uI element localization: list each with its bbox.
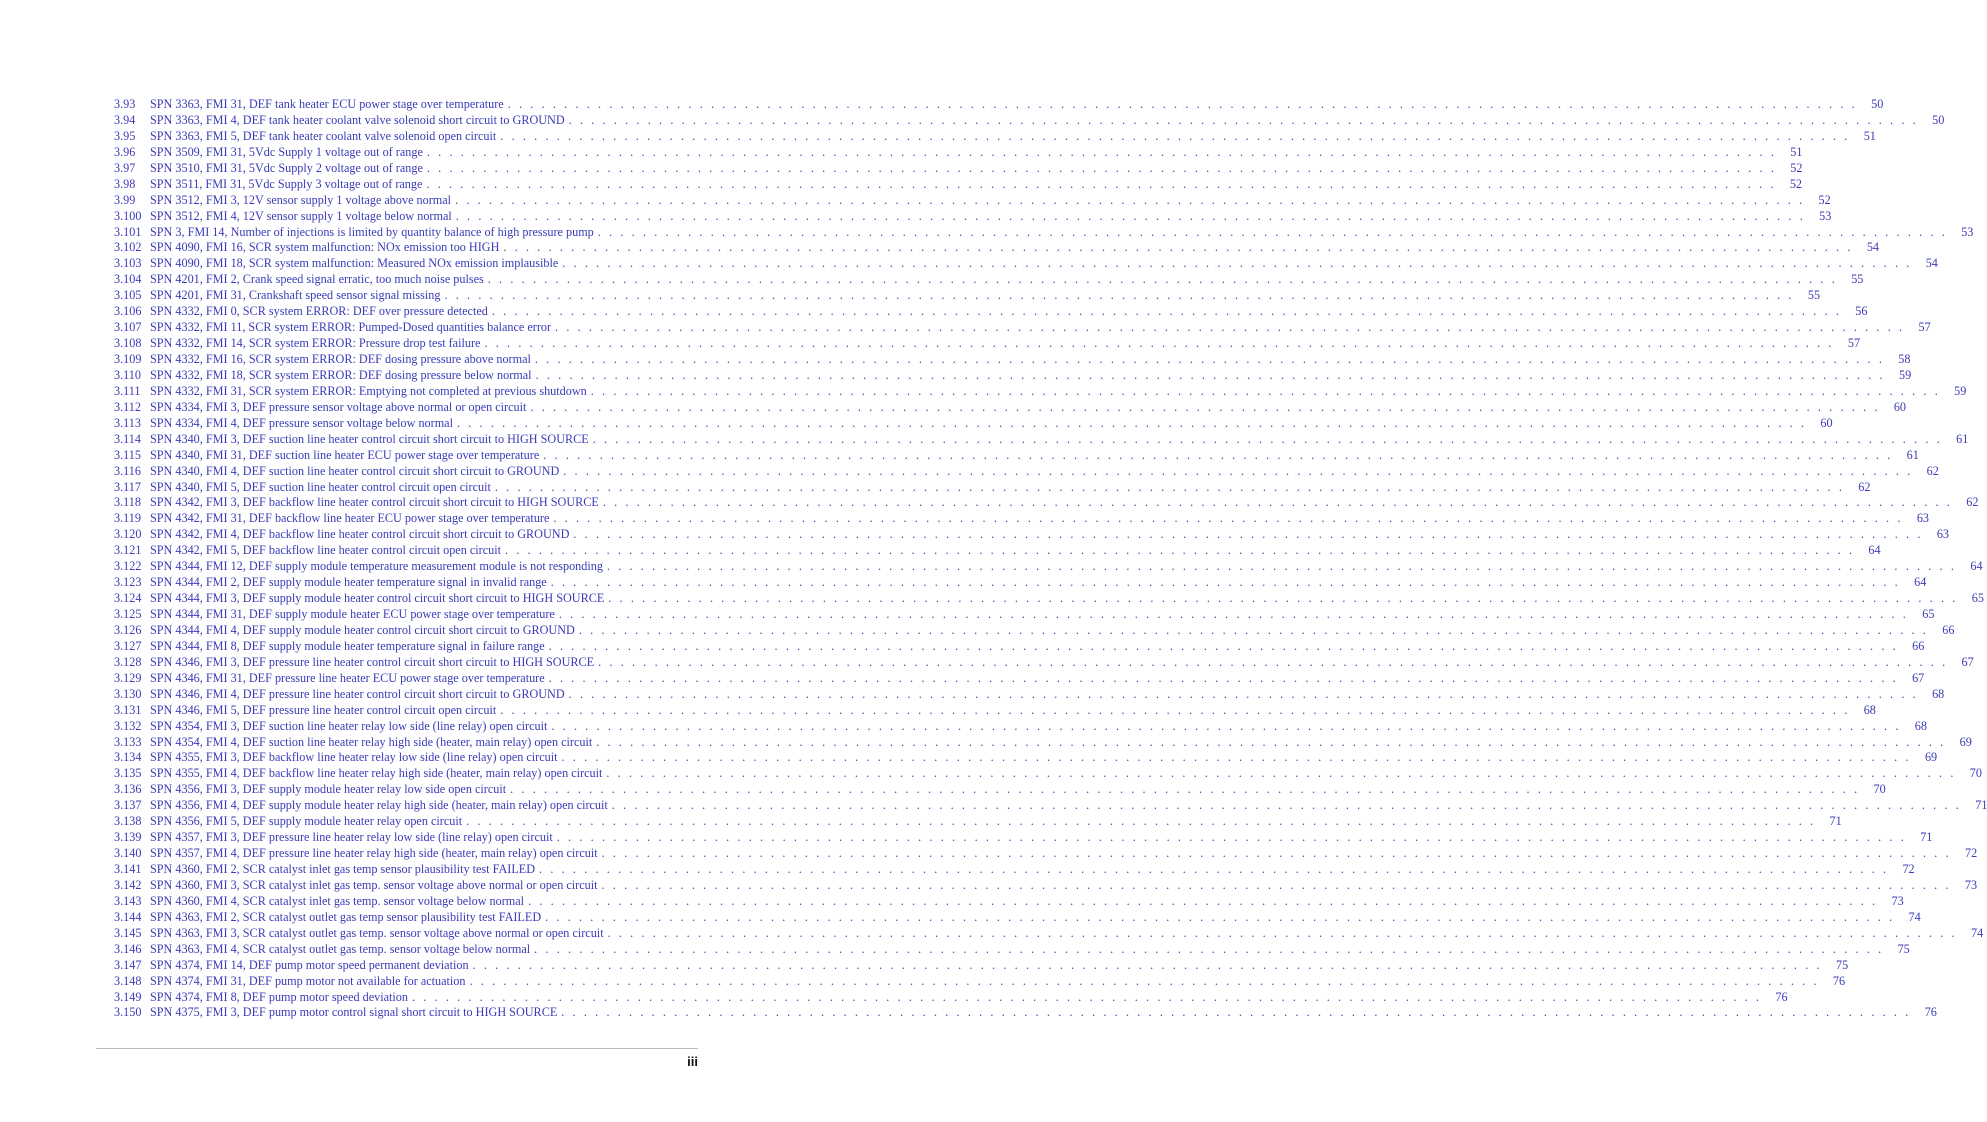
toc-entry-title[interactable]: SPN 4332, FMI 11, SCR system ERROR: Pumped-Dosed quantities balance error (150, 320, 552, 335)
toc-dot-leader: . . . . . . . . . . . . . . . . . . . . . . . . . . . . . . . . . . . . . . . . . . . . . . . . . . . . . . . . . . . . . . . . . . . . . . . . . . . . . . . . . . . . . . . . . . . . . . . . . . . . . . . . . . . . . . . . . . . . . . . . (539, 862, 1889, 876)
toc-entry-page[interactable]: 58 (1898, 352, 1911, 366)
toc-entry-page[interactable]: 72 (1902, 862, 1915, 876)
toc-entry-number: 3.102 (114, 240, 142, 255)
toc-entry[interactable] (114, 750, 1938, 766)
toc-entry-page[interactable]: 70 (1969, 766, 1982, 781)
toc-entry-page[interactable]: 61 (1906, 447, 1919, 462)
toc-entry-number: 3.99 (114, 192, 136, 207)
toc-entry-title[interactable]: SPN 4332, FMI 14, SCR system ERROR: Pressure drop test failure (150, 336, 481, 351)
toc-entry[interactable] (114, 718, 1927, 735)
toc-dot-leader: . . . . . . . . . . . . . . . . . . . . . . . . . . . . . . . . . . . . . . . . . . . . . . . . . . . . . . . . . . . . . . . . . . . . . . . . . . . . . . . . . . . . . . . . . . . . . . . . . . . . . . . . . . . . . . . . . . . . . . . . (602, 495, 1953, 510)
toc-entry[interactable] (114, 734, 1972, 751)
toc-entry[interactable] (114, 1005, 1937, 1021)
toc-entry-page[interactable]: 62 (1858, 479, 1871, 494)
toc-entry-title[interactable]: SPN 4357, FMI 4, DEF pressure line heater relay high side (heater, main relay) open circuit (150, 846, 598, 861)
toc-entry[interactable] (114, 240, 1880, 256)
toc-entry-number: 3.97 (114, 160, 136, 175)
toc-entry-title[interactable]: SPN 4344, FMI 12, DEF supply module temperature measurement module is not responding (150, 559, 603, 574)
toc-entry-page[interactable]: 54 (1925, 256, 1938, 271)
toc-entry-number: 3.139 (114, 830, 142, 845)
toc-entry-number: 3.114 (114, 431, 141, 446)
toc-entry-page[interactable]: 61 (1956, 431, 1969, 446)
toc-entry[interactable] (114, 160, 1803, 177)
toc-dot-leader: . . . . . . . . . . . . . . . . . . . . . . . . . . . . . . . . . . . . . . . . . . . . . . . . . . . . . . . . . . . . . . . . . . . . . . . . . . . . . . . . . . . . . . . . . . . . . . . . . . . . . . . . . . . . . . . . . . . . . . . . (545, 909, 1895, 924)
toc-entry-page[interactable]: 55 (1851, 272, 1864, 287)
toc-dot-leader: . . . . . . . . . . . . . . . . . . . . . . . . . . . . . . . . . . . . . . . . . . . . . . . . . . . . . . . . . . . . . . . . . . . . . . . . . . . . . . . . . . . . . . . . . . . . . . . . . . . . . . . . . . . . . . . . . . . . . . . . (455, 192, 1805, 207)
toc-entry-title[interactable]: SPN 3509, FMI 31, 5Vdc Supply 1 voltage out of range (150, 144, 423, 159)
toc-entry-page[interactable]: 64 (1970, 559, 1983, 574)
toc-dot-leader: . . . . . . . . . . . . . . . . . . . . . . . . . . . . . . . . . . . . . . . . . . . . . . . . . . . . . . . . . . . . . . . . . . . . . . . . . . . . . . . . . . . . . . . . . . . . . . . . . . . . . . . . . . . . . . . . . . . . . . . . (426, 144, 1777, 159)
toc-entry-number: 3.110 (114, 367, 141, 382)
toc-entry-page[interactable]: 68 (1863, 702, 1876, 717)
toc-entry-page[interactable]: 67 (1961, 654, 1974, 669)
toc-entry-page[interactable]: 68 (1914, 718, 1927, 733)
toc-entry[interactable] (114, 415, 1833, 432)
toc-entry-title[interactable]: SPN 4090, FMI 16, SCR system malfunction: NOx emission too HIGH (150, 240, 500, 255)
toc-entry-number: 3.126 (114, 622, 142, 637)
toc-entry-title[interactable]: SPN 4340, FMI 5, DEF suction line heater control circuit open circuit (150, 479, 491, 494)
toc-entry[interactable] (114, 654, 1974, 671)
toc-dot-leader: . . . . . . . . . . . . . . . . . . . . . . . . . . . . . . . . . . . . . . . . . . . . . . . . . . . . . . . . . . . . . . . . . . . . . . . . . . . . . . . . . . . . . . . . . . . . . . . . . . . . . . . . . . . . . . . . . . . . . . . . (500, 702, 1850, 717)
toc-dot-leader: . . . . . . . . . . . . . . . . . . . . . . . . . . . . . . . . . . . . . . . . . . . . . . . . . . . . . . . . . . . . . . . . . . . . . . . . . . . . . . . . . . . . . . . . . . . . . . . . . . . . . . . . . . . . . . . . . . . . . . . . (534, 352, 1885, 366)
toc-entry-page[interactable]: 50 (1871, 97, 1884, 111)
toc-entry[interactable] (114, 383, 1967, 400)
toc-entry-page[interactable]: 72 (1965, 846, 1978, 861)
toc-entry[interactable] (114, 607, 1935, 623)
toc-entry-page[interactable]: 70 (1873, 782, 1886, 797)
toc-entry-number: 3.141 (114, 862, 142, 876)
toc-entry-number: 3.137 (114, 798, 142, 813)
toc-entry[interactable] (114, 846, 1978, 862)
toc-dot-leader: . . . . . . . . . . . . . . . . . . . . . . . . . . . . . . . . . . . . . . . . . . . . . . . . . . . . . . . . . . . . . . . . . . . . . . . . . . . . . . . . . . . . . . . . . . . . . . . . . . . . . . . . . . . . . . . . . . . . . . . . (578, 622, 1929, 637)
toc-entry[interactable] (114, 144, 1803, 161)
toc-entry-title[interactable]: SPN 4346, FMI 3, DEF pressure line heater control circuit short circuit to HIGH SOURCE (150, 654, 595, 669)
toc-entry-number: 3.142 (114, 877, 142, 892)
toc-entry-page[interactable]: 68 (1932, 686, 1945, 701)
toc-dot-leader: . . . . . . . . . . . . . . . . . . . . . . . . . . . . . . . . . . . . . . . . . . . . . . . . . . . . . . . . . . . . . . . . . . . . . . . . . . . . . . . . . . . . . . . . . . . . . . . . . . . . . . . . . . . . . . . . . . . . . . . . (503, 240, 1854, 255)
toc-entry-number: 3.131 (114, 702, 142, 717)
toc-entry-title[interactable]: SPN 4375, FMI 3, DEF pump motor control signal short circuit to HIGH SOURCE (150, 1005, 558, 1020)
toc-entry-page[interactable]: 76 (1832, 973, 1846, 988)
footer-divider (96, 1048, 698, 1049)
toc-entry-number: 3.111 (114, 383, 141, 398)
toc-entry-title[interactable]: SPN 3511, FMI 31, 5Vdc Supply 3 voltage out of range (150, 176, 423, 191)
toc-entry-number: 3.128 (114, 654, 142, 669)
toc-entry-page[interactable]: 71 (1920, 830, 1933, 845)
toc-entry-title[interactable]: SPN 4346, FMI 5, DEF pressure line heater control circuit open circuit (150, 702, 497, 717)
toc-entry-page[interactable]: 64 (1914, 575, 1927, 590)
toc-entry-title[interactable]: SPN 4201, FMI 2, Crank speed signal erratic, too much noise pulses (150, 272, 484, 287)
toc-dot-leader: . . . . . . . . . . . . . . . . . . . . . . . . . . . . . . . . . . . . . . . . . . . . . . . . . . . . . . . . . . . . . . . . . . . . . . . . . . . . . . . . . . . . . . . . . . . . . . . . . . . . . . . . . . . . . . . . . . . . . . . . (528, 893, 1878, 908)
toc-dot-leader: . . . . . . . . . . . . . . . . . . . . . . . . . . . . . . . . . . . . . . . . . . . . . . . . . . . . . . . . . . . . . . . . . . . . . . . . . . . . . . . . . . . . . . . . . . . . . . . . . . . . . . . . . . . . . . . . . . . . . . . . (469, 973, 1820, 988)
toc-entry[interactable] (114, 909, 1921, 926)
toc-entry-number: 3.103 (114, 256, 142, 271)
toc-entry-title[interactable]: SPN 4332, FMI 0, SCR system ERROR: DEF over pressure detected (150, 304, 488, 319)
toc-entry-title[interactable]: SPN 4332, FMI 16, SCR system ERROR: DEF dosing pressure above normal (150, 352, 531, 366)
toc-entry-page[interactable]: 52 (1789, 176, 1803, 191)
toc-entry-title[interactable]: SPN 4356, FMI 3, DEF supply module heater relay low side open circuit (150, 782, 507, 797)
toc-entry[interactable] (114, 367, 1912, 384)
toc-dot-leader: . . . . . . . . . . . . . . . . . . . . . . . . . . . . . . . . . . . . . . . . . . . . . . . . . . . . . . . . . . . . . . . . . . . . . . . . . . . . . . . . . . . . . . . . . . . . . . . . . . . . . . . . . . . . . . . . . . . . . . . . (558, 607, 1909, 621)
toc-entry[interactable] (114, 925, 1984, 942)
toc-entry-page[interactable]: 59 (1954, 383, 1967, 398)
toc-entry-page[interactable]: 71 (1829, 814, 1842, 829)
toc-entry-page[interactable]: 52 (1818, 192, 1831, 207)
toc-dot-leader: . . . . . . . . . . . . . . . . . . . . . . . . . . . . . . . . . . . . . . . . . . . . . . . . . . . . . . . . . . . . . . . . . . . . . . . . . . . . . . . . . . . . . . . . . . . . . . . . . . . . . . . . . . . . . . . . . . . . . . . . (426, 160, 1777, 175)
toc-dot-leader: . . . . . . . . . . . . . . . . . . . . . . . . . . . . . . . . . . . . . . . . . . . . . . . . . . . . . . . . . . . . . . . . . . . . . . . . . . . . . . . . . . . . . . . . . . . . . . . . . . . . . . . . . . . . . . . . . . . . . . . . (568, 686, 1919, 701)
toc-dot-leader: . . . . . . . . . . . . . . . . . . . . . . . . . . . . . . . . . . . . . . . . . . . . . . . . . . . . . . . . . . . . . . . . . . . . . . . . . . . . . . . . . . . . . . . . . . . . . . . . . . . . . . . . . . . . . . . . . . . . . . . . (487, 272, 1838, 287)
toc-entry[interactable] (114, 622, 1955, 639)
toc-entry[interactable] (114, 766, 1982, 782)
toc-entry-number: 3.150 (114, 1005, 142, 1020)
toc-entry-number: 3.105 (114, 288, 142, 303)
toc-entry-number: 3.93 (114, 97, 136, 111)
toc-entry-number: 3.117 (114, 479, 141, 494)
toc-dot-leader: . . . . . . . . . . . . . . . . . . . . . . . . . . . . . . . . . . . . . . . . . . . . . . . . . . . . . . . . . . . . . . . . . . . . . . . . . . . . . . . . . . . . . . . . . . . . . . . . . . . . . . . . . . . . . . . . . . . . . . . . (507, 97, 1858, 111)
toc-dot-leader: . . . . . . . . . . . . . . . . . . . . . . . . . . . . . . . . . . . . . . . . . . . . . . . . . . . . . . . . . . . . . . . . . . . . . . . . . . . . . . . . . . . . . . . . . . . . . . . . . . . . . . . . . . . . . . . . . . . . . . . . (563, 463, 1913, 478)
toc-entry-page[interactable]: 69 (1924, 750, 1938, 765)
toc-entry-page[interactable]: 76 (1775, 989, 1788, 1004)
toc-entry[interactable] (114, 447, 1919, 464)
toc-entry[interactable] (114, 559, 1983, 575)
page-number: iii (687, 1054, 698, 1069)
toc-entry[interactable] (114, 128, 1876, 145)
toc-entry-title[interactable]: SPN 4340, FMI 3, DEF suction line heater control circuit short circuit to HIGH SOURCE (150, 431, 589, 446)
toc-entry-title[interactable]: SPN 4354, FMI 4, DEF suction line heater relay high side (heater, main relay) open circuit (150, 734, 593, 749)
toc-entry[interactable] (114, 686, 1945, 703)
toc-entry-number: 3.116 (114, 463, 141, 478)
toc-entry[interactable] (114, 638, 1925, 655)
toc-dot-leader: . . . . . . . . . . . . . . . . . . . . . . . . . . . . . . . . . . . . . . . . . . . . . . . . . . . . . . . . . . . . . . . . . . . . . . . . . . . . . . . . . . . . . . . . . . . . . . . . . . . . . . . . . . . . . . . . . . . . . . . . (601, 846, 1952, 861)
toc-entry-title[interactable]: SPN 4346, FMI 4, DEF pressure line heater control circuit short circuit to GROUND (150, 686, 565, 701)
toc-entry[interactable] (114, 463, 1939, 480)
toc-entry-title[interactable]: SPN 4360, FMI 2, SCR catalyst inlet gas temp sensor plausibility test FAILED (150, 862, 536, 876)
toc-entry[interactable] (114, 941, 1910, 958)
toc-entry[interactable] (114, 575, 1927, 591)
toc-entry-number: 3.118 (114, 495, 141, 510)
toc-dot-leader: . . . . . . . . . . . . . . . . . . . . . . . . . . . . . . . . . . . . . . . . . . . . . . . . . . . . . . . . . . . . . . . . . . . . . . . . . . . . . . . . . . . . . . . . . . . . . . . . . . . . . . . . . . . . . . . . . . . . . . . . (548, 638, 1899, 653)
toc-entry-page[interactable]: 53 (1961, 224, 1974, 239)
toc-entry-number: 3.135 (114, 766, 142, 781)
toc-entry-page[interactable]: 51 (1790, 144, 1803, 159)
toc-entry-number: 3.106 (114, 304, 142, 319)
toc-entry-page[interactable]: 65 (1922, 607, 1935, 621)
toc-entry-title[interactable]: SPN 3363, FMI 4, DEF tank heater coolant valve solenoid short circuit to GROUND (150, 112, 565, 127)
toc-entry-title[interactable]: SPN 4334, FMI 3, DEF pressure sensor voltage above normal or open circuit (150, 399, 527, 414)
toc-entry-page[interactable]: 57 (1918, 320, 1931, 335)
toc-entry-page[interactable]: 55 (1807, 288, 1821, 303)
toc-entry-number: 3.119 (114, 511, 141, 526)
toc-entry-title[interactable]: SPN 4090, FMI 18, SCR system malfunction: Measured NOx emission implausible (150, 256, 559, 271)
toc-entry-page[interactable]: 52 (1790, 160, 1803, 175)
toc-entry[interactable] (114, 989, 1788, 1006)
toc-entry-title[interactable]: SPN 4374, FMI 14, DEF pump motor speed permanent deviation (150, 957, 469, 972)
toc-entry-page[interactable]: 63 (1916, 511, 1929, 526)
toc-entry[interactable] (114, 814, 1842, 830)
toc-dot-leader: . . . . . . . . . . . . . . . . . . . . . . . . . . . . . . . . . . . . . . . . . . . . . . . . . . . . . . . . . . . . . . . . . . . . . . . . . . . . . . . . . . . . . . . . . . . . . . . . . . . . . . . . . . . . . . . . . . . . . . . . (601, 877, 1952, 892)
toc-entry-page[interactable]: 51 (1863, 128, 1876, 143)
toc-entry-title[interactable]: SPN 4357, FMI 3, DEF pressure line heater relay low side (line relay) open circuit (150, 830, 553, 845)
toc-entry-title[interactable]: SPN 4332, FMI 18, SCR system ERROR: DEF dosing pressure below normal (150, 367, 532, 382)
toc-entry-number: 3.107 (114, 320, 142, 335)
toc-entry-title[interactable]: SPN 4374, FMI 31, DEF pump motor not available for actuation (150, 973, 466, 988)
toc-entry[interactable] (114, 973, 1846, 990)
toc-entry-page[interactable]: 50 (1932, 112, 1945, 127)
toc-entry-page[interactable]: 59 (1898, 367, 1912, 382)
toc-entry-number: 3.148 (114, 973, 142, 988)
toc-entry-number: 3.127 (114, 638, 142, 653)
toc-dot-leader: . . . . . . . . . . . . . . . . . . . . . . . . . . . . . . . . . . . . . . . . . . . . . . . . . . . . . . . . . . . . . . . . . . . . . . . . . . . . . . . . . . . . . . . . . . . . . . . . . . . . . . . . . . . . . . . . . . . . . . . . (556, 830, 1907, 845)
toc-dot-leader: . . . . . . . . . . . . . . . . . . . . . . . . . . . . . . . . . . . . . . . . . . . . . . . . . . . . . . . . . . . . . . . . . . . . . . . . . . . . . . . . . . . . . . . . . . . . . . . . . . . . . . . . . . . . . . . . . . . . . . . . (573, 527, 1923, 542)
toc-entry-page[interactable]: 62 (1966, 495, 1979, 510)
toc-entry-number: 3.94 (114, 112, 136, 127)
toc-entry-number: 3.125 (114, 607, 142, 621)
toc-entry-title[interactable]: SPN 4342, FMI 31, DEF backflow line heater ECU power stage over temperature (150, 511, 550, 526)
toc-entry[interactable] (114, 431, 1969, 448)
toc-dot-leader: . . . . . . . . . . . . . . . . . . . . . . . . . . . . . . . . . . . . . . . . . . . . . . . . . . . . . . . . . . . . . . . . . . . . . . . . . . . . . . . . . . . . . . . . . . . . . . . . . . . . . . . . . . . . . . . . . . . . . . . . (597, 224, 1948, 239)
toc-entry-title[interactable]: SPN 3512, FMI 4, 12V sensor supply 1 voltage below normal (150, 208, 452, 223)
toc-entry-title[interactable]: SPN 4344, FMI 2, DEF supply module heater temperature signal in invalid range (150, 575, 547, 590)
toc-entry-number: 3.136 (114, 782, 142, 797)
toc-dot-leader: . . . . . . . . . . . . . . . . . . . . . . . . . . . . . . . . . . . . . . . . . . . . . . . . . . . . . . . . . . . . . . . . . . . . . . . . . . . . . . . . . . . . . . . . . . . . . . . . . . . . . . . . . . . . . . . . . . . . . . . . (534, 941, 1884, 956)
toc-entry-page[interactable]: 71 (1975, 798, 1987, 813)
toc-entry[interactable] (114, 495, 1979, 511)
toc-entry-number: 3.95 (114, 128, 136, 143)
toc-entry-title[interactable]: SPN 4346, FMI 31, DEF pressure line heater ECU power stage over temperature (150, 670, 545, 685)
toc-dot-leader: . . . . . . . . . . . . . . . . . . . . . . . . . . . . . . . . . . . . . . . . . . . . . . . . . . . . . . . . . . . . . . . . . . . . . . . . . . . . . . . . . . . . . . . . . . . . . . . . . . . . . . . . . . . . . . . . . . . . . . . . (598, 654, 1948, 669)
toc-dot-leader: . . . . . . . . . . . . . . . . . . . . . . . . . . . . . . . . . . . . . . . . . . . . . . . . . . . . . . . . . . . . . . . . . . . . . . . . . . . . . . . . . . . . . . . . . . . . . . . . . . . . . . . . . . . . . . . . . . . . . . . . (426, 176, 1777, 191)
toc-entry-title[interactable]: SPN 4342, FMI 3, DEF backflow line heater control circuit short circuit to HIGH SOURCE (150, 495, 599, 510)
toc-entry-page[interactable]: 60 (1893, 399, 1907, 414)
toc-dot-leader: . . . . . . . . . . . . . . . . . . . . . . . . . . . . . . . . . . . . . . . . . . . . . . . . . . . . . . . . . . . . . . . . . . . . . . . . . . . . . . . . . . . . . . . . . . . . . . . . . . . . . . . . . . . . . . . . . . . . . . . . (505, 543, 1855, 558)
toc-entry-number: 3.146 (114, 941, 142, 956)
toc-dot-leader: . . . . . . . . . . . . . . . . . . . . . . . . . . . . . . . . . . . . . . . . . . . . . . . . . . . . . . . . . . . . . . . . . . . . . . . . . . . . . . . . . . . . . . . . . . . . . . . . . . . . . . . . . . . . . . . . . . . . . . . . (543, 447, 1893, 462)
toc-dot-leader: . . . . . . . . . . . . . . . . . . . . . . . . . . . . . . . . . . . . . . . . . . . . . . . . . . . . . . . . . . . . . . . . . . . . . . . . . . . . . . . . . . . . . . . . . . . . . . . . . . . . . . . . . . . . . . . . . . . . . . . . (562, 256, 1912, 271)
toc-entry[interactable] (114, 862, 1915, 878)
toc-entry[interactable] (114, 893, 1904, 910)
toc-dot-leader: . . . . . . . . . . . . . . . . . . . . . . . . . . . . . . . . . . . . . . . . . . . . . . . . . . . . . . . . . . . . . . . . . . . . . . . . . . . . . . . . . . . . . . . . . . . . . . . . . . . . . . . . . . . . . . . . . . . . . . . . (455, 208, 1806, 223)
toc-entry-number: 3.108 (114, 336, 142, 351)
toc-dot-leader: . . . . . . . . . . . . . . . . . . . . . . . . . . . . . . . . . . . . . . . . . . . . . . . . . . . . . . . . . . . . . . . . . . . . . . . . . . . . . . . . . . . . . . . . . . . . . . . . . . . . . . . . . . . . . . . . . . . . . . . . (494, 479, 1845, 494)
toc-entry-title[interactable]: SPN 4360, FMI 4, SCR catalyst inlet gas temp. sensor voltage below normal (150, 893, 525, 908)
toc-dot-leader: . . . . . . . . . . . . . . . . . . . . . . . . . . . . . . . . . . . . . . . . . . . . . . . . . . . . . . . . . . . . . . . . . . . . . . . . . . . . . . . . . . . . . . . . . . . . . . . . . . . . . . . . . . . . . . . . . . . . . . . . (535, 367, 1886, 382)
toc-entry[interactable] (114, 320, 1931, 336)
toc-dot-leader: . . . . . . . . . . . . . . . . . . . . . . . . . . . . . . . . . . . . . . . . . . . . . . . . . . . . . . . . . . . . . . . . . . . . . . . . . . . . . . . . . . . . . . . . . . . . . . . . . . . . . . . . . . . . . . . . . . . . . . . . (606, 766, 1956, 781)
toc-entry-number: 3.121 (114, 543, 142, 558)
toc-entry-number: 3.101 (114, 224, 142, 239)
toc-dot-leader: . . . . . . . . . . . . . . . . . . . . . . . . . . . . . . . . . . . . . . . . . . . . . . . . . . . . . . . . . . . . . . . . . . . . . . . . . . . . . . . . . . . . . . . . . . . . . . . . . . . . . . . . . . . . . . . . . . . . . . . . (548, 670, 1899, 685)
toc-entry-number: 3.122 (114, 559, 142, 574)
toc-entry-page[interactable]: 56 (1855, 304, 1868, 319)
toc-entry-number: 3.115 (114, 447, 141, 462)
toc-entry-page[interactable]: 64 (1868, 543, 1881, 558)
toc-entry-number: 3.130 (114, 686, 142, 701)
toc-entry-number: 3.109 (114, 352, 142, 366)
toc-entry-title[interactable]: SPN 4332, FMI 31, SCR system ERROR: Emptying not completed at previous shutdown (150, 383, 587, 398)
toc-entry-page[interactable]: 65 (1971, 591, 1984, 606)
toc-entry-page[interactable]: 76 (1924, 1005, 1937, 1020)
toc-dot-leader: . . . . . . . . . . . . . . . . . . . . . . . . . . . . . . . . . . . . . . . . . . . . . . . . . . . . . . . . . . . . . . . . . . . . . . . . . . . . . . . . . . . . . . . . . . . . . . . . . . . . . . . . . . . . . . . . . . . . . . . . (607, 925, 1958, 940)
toc-entry-number: 3.124 (114, 591, 142, 606)
toc-dot-leader: . . . . . . . . . . . . . . . . . . . . . . . . . . . . . . . . . . . . . . . . . . . . . . . . . . . . . . . . . . . . . . . . . . . . . . . . . . . . . . . . . . . . . . . . . . . . . . . . . . . . . . . . . . . . . . . . . . . . . . . . (550, 575, 1901, 590)
toc-dot-leader: . . . . . . . . . . . . . . . . . . . . . . . . . . . . . . . . . . . . . . . . . . . . . . . . . . . . . . . . . . . . . . . . . . . . . . . . . . . . . . . . . . . . . . . . . . . . . . . . . . . . . . . . . . . . . . . . . . . . . . . . (596, 734, 1946, 749)
toc-entry-page[interactable]: 69 (1959, 734, 1972, 749)
toc-dot-leader: . . . . . . . . . . . . . . . . . . . . . . . . . . . . . . . . . . . . . . . . . . . . . . . . . . . . . . . . . . . . . . . . . . . . . . . . . . . . . . . . . . . . . . . . . . . . . . . . . . . . . . . . . . . . . . . . . . . . . . . . (568, 112, 1919, 127)
toc-entry-number: 3.133 (114, 734, 142, 749)
toc-entry[interactable] (114, 798, 1987, 814)
toc-entry-title[interactable]: SPN 4363, FMI 3, SCR catalyst outlet gas temp. sensor voltage above normal or open circuit (150, 925, 604, 940)
toc-dot-leader: . . . . . . . . . . . . . . . . . . . . . . . . . . . . . . . . . . . . . . . . . . . . . . . . . . . . . . . . . . . . . . . . . . . . . . . . . . . . . . . . . . . . . . . . . . . . . . . . . . . . . . . . . . . . . . . . . . . . . . . . (510, 782, 1860, 797)
toc-entry[interactable] (114, 670, 1925, 687)
toc-entry-number: 3.138 (114, 814, 142, 829)
toc-entry-page[interactable]: 73 (1964, 877, 1978, 892)
toc-dot-leader: . . . . . . . . . . . . . . . . . . . . . . . . . . . . . . . . . . . . . . . . . . . . . . . . . . . . . . . . . . . . . . . . . . . . . . . . . . . . . . . . . . . . . . . . . . . . . . . . . . . . . . . . . . . . . . . . . . . . . . . . (466, 814, 1816, 829)
toc-entry-number: 3.143 (114, 893, 142, 908)
toc-entry-title[interactable]: SPN 4355, FMI 4, DEF backflow line heater relay high side (heater, main relay) open circuit (150, 766, 603, 781)
toc-entry-title[interactable]: SPN 4344, FMI 3, DEF supply module heater control circuit short circuit to HIGH SOURCE (150, 591, 605, 606)
toc-dot-leader: . . . . . . . . . . . . . . . . . . . . . . . . . . . . . . . . . . . . . . . . . . . . . . . . . . . . . . . . . . . . . . . . . . . . . . . . . . . . . . . . . . . . . . . . . . . . . . . . . . . . . . . . . . . . . . . . . . . . . . . . (530, 399, 1881, 414)
toc-entry-page[interactable]: 66 (1942, 622, 1955, 637)
toc-entry[interactable] (114, 192, 1831, 209)
toc-entry-title[interactable]: SPN 4354, FMI 3, DEF suction line heater relay low side (line relay) open circuit (150, 718, 548, 733)
toc-entry[interactable] (114, 957, 1849, 974)
toc-entry-title[interactable]: SPN 4360, FMI 3, SCR catalyst inlet gas temp. sensor voltage above normal or open circuit (150, 877, 598, 892)
toc-entry-number: 3.113 (114, 415, 141, 430)
toc-entry-page[interactable]: 62 (1926, 463, 1939, 478)
toc-entry-title[interactable]: SPN 4344, FMI 8, DEF supply module heater temperature signal in failure range (150, 638, 545, 653)
toc-entry-title[interactable]: SPN 4344, FMI 4, DEF supply module heater control circuit short circuit to GROUND (150, 622, 575, 637)
toc-dot-leader: . . . . . . . . . . . . . . . . . . . . . . . . . . . . . . . . . . . . . . . . . . . . . . . . . . . . . . . . . . . . . . . . . . . . . . . . . . . . . . . . . . . . . . . . . . . . . . . . . . . . . . . . . . . . . . . . . . . . . . . . (491, 304, 1842, 319)
toc-dot-leader: . . . . . . . . . . . . . . . . . . . . . . . . . . . . . . . . . . . . . . . . . . . . . . . . . . . . . . . . . . . . . . . . . . . . . . . . . . . . . . . . . . . . . . . . . . . . . . . . . . . . . . . . . . . . . . . . . . . . . . . . (590, 383, 1941, 398)
toc-entry[interactable] (114, 97, 1884, 113)
toc-entry-number: 3.112 (114, 399, 141, 414)
toc-entry-page[interactable]: 66 (1912, 638, 1925, 653)
toc-entry-number: 3.144 (114, 909, 142, 924)
toc-entry-page[interactable]: 63 (1936, 527, 1949, 542)
toc-entry-number: 3.120 (114, 527, 142, 542)
toc-entry[interactable] (114, 527, 1949, 543)
toc-entry[interactable] (114, 877, 1978, 894)
toc-entry-title[interactable]: SPN 4356, FMI 4, DEF supply module heater relay high side (heater, main relay) open circuit (150, 798, 608, 813)
toc-entry-page[interactable]: 74 (1908, 909, 1921, 924)
toc-entry-number: 3.100 (114, 208, 142, 223)
toc-entry-page[interactable]: 54 (1866, 240, 1880, 255)
toc-dot-leader: . . . . . . . . . . . . . . . . . . . . . . . . . . . . . . . . . . . . . . . . . . . . . . . . . . . . . . . . . . . . . . . . . . . . . . . . . . . . . . . . . . . . . . . . . . . . . . . . . . . . . . . . . . . . . . . . . . . . . . . . (551, 718, 1901, 733)
toc-dot-leader: . . . . . . . . . . . . . . . . . . . . . . . . . . . . . . . . . . . . . . . . . . . . . . . . . . . . . . . . . . . . . . . . . . . . . . . . . . . . . . . . . . . . . . . . . . . . . . . . . . . . . . . . . . . . . . . . . . . . . . . . (484, 336, 1835, 351)
toc-entry-number: 3.140 (114, 846, 142, 861)
toc-entry[interactable] (114, 352, 1911, 368)
toc-entry[interactable] (114, 591, 1984, 607)
toc-entry-number: 3.123 (114, 575, 142, 590)
toc-entry-number: 3.134 (114, 750, 142, 765)
table-of-contents (114, 97, 1987, 1021)
toc-entry-number: 3.147 (114, 957, 142, 972)
toc-entry[interactable] (114, 399, 1907, 416)
toc-dot-leader: . . . . . . . . . . . . . . . . . . . . . . . . . . . . . . . . . . . . . . . . . . . . . . . . . . . . . . . . . . . . . . . . . . . . . . . . . . . . . . . . . . . . . . . . . . . . . . . . . . . . . . . . . . . . . . . . . . . . . . . . (411, 989, 1762, 1004)
toc-dot-leader: . . . . . . . . . . . . . . . . . . . . . . . . . . . . . . . . . . . . . . . . . . . . . . . . . . . . . . . . . . . . . . . . . . . . . . . . . . . . . . . . . . . . . . . . . . . . . . . . . . . . . . . . . . . . . . . . . . . . . . . . (444, 288, 1795, 303)
toc-entry[interactable] (114, 272, 1864, 288)
toc-entry-number: 3.129 (114, 670, 142, 685)
toc-entry-page[interactable]: 53 (1819, 208, 1832, 223)
toc-entry-title[interactable]: SPN 3, FMI 14, Number of injections is limited by quantity balance of high pressure pump (150, 224, 594, 239)
toc-entry-title[interactable]: SPN 4334, FMI 4, DEF pressure sensor voltage below normal (150, 415, 453, 430)
toc-entry[interactable] (114, 702, 1876, 719)
toc-entry[interactable] (114, 782, 1886, 798)
toc-entry[interactable] (114, 176, 1803, 193)
toc-entry-page[interactable]: 57 (1847, 336, 1861, 351)
toc-entry[interactable] (114, 336, 1861, 352)
toc-entry-title[interactable]: SPN 3363, FMI 5, DEF tank heater coolant valve solenoid open circuit (150, 128, 497, 143)
toc-entry-title[interactable]: SPN 3363, FMI 31, DEF tank heater ECU power stage over temperature (150, 97, 504, 111)
toc-entry-number: 3.104 (114, 272, 142, 287)
toc-entry-page[interactable]: 74 (1971, 925, 1984, 940)
toc-dot-leader: . . . . . . . . . . . . . . . . . . . . . . . . . . . . . . . . . . . . . . . . . . . . . . . . . . . . . . . . . . . . . . . . . . . . . . . . . . . . . . . . . . . . . . . . . . . . . . . . . . . . . . . . . . . . . . . . . . . . . . . . (592, 431, 1943, 446)
toc-entry-number: 3.98 (114, 176, 136, 191)
toc-entry-title[interactable]: SPN 4201, FMI 31, Crankshaft speed sensor signal missing (150, 288, 441, 303)
toc-dot-leader: . . . . . . . . . . . . . . . . . . . . . . . . . . . . . . . . . . . . . . . . . . . . . . . . . . . . . . . . . . . . . . . . . . . . . . . . . . . . . . . . . . . . . . . . . . . . . . . . . . . . . . . . . . . . . . . . . . . . . . . . (606, 559, 1957, 574)
toc-entry-title[interactable]: SPN 4363, FMI 2, SCR catalyst outlet gas temp sensor plausibility test FAILED (150, 909, 542, 924)
toc-entry-title[interactable]: SPN 4344, FMI 31, DEF supply module heater ECU power stage over temperature (150, 607, 555, 621)
toc-dot-leader: . . . . . . . . . . . . . . . . . . . . . . . . . . . . . . . . . . . . . . . . . . . . . . . . . . . . . . . . . . . . . . . . . . . . . . . . . . . . . . . . . . . . . . . . . . . . . . . . . . . . . . . . . . . . . . . . . . . . . . . . (553, 511, 1903, 526)
toc-entry-page[interactable]: 75 (1835, 957, 1849, 972)
toc-entry-title[interactable]: SPN 4340, FMI 31, DEF suction line heater ECU power stage over temperature (150, 447, 540, 462)
toc-dot-leader: . . . . . . . . . . . . . . . . . . . . . . . . . . . . . . . . . . . . . . . . . . . . . . . . . . . . . . . . . . . . . . . . . . . . . . . . . . . . . . . . . . . . . . . . . . . . . . . . . . . . . . . . . . . . . . . . . . . . . . . . (456, 415, 1807, 430)
toc-entry[interactable] (114, 543, 1881, 559)
toc-entry[interactable] (114, 224, 1974, 241)
toc-dot-leader: . . . . . . . . . . . . . . . . . . . . . . . . . . . . . . . . . . . . . . . . . . . . . . . . . . . . . . . . . . . . . . . . . . . . . . . . . . . . . . . . . . . . . . . . . . . . . . . . . . . . . . . . . . . . . . . . . . . . . . . . (472, 957, 1823, 972)
toc-dot-leader: . . . . . . . . . . . . . . . . . . . . . . . . . . . . . . . . . . . . . . . . . . . . . . . . . . . . . . . . . . . . . . . . . . . . . . . . . . . . . . . . . . . . . . . . . . . . . . . . . . . . . . . . . . . . . . . . . . . . . . . . (608, 591, 1958, 606)
toc-entry-title[interactable]: SPN 4374, FMI 8, DEF pump motor speed deviation (150, 989, 408, 1004)
toc-entry-page[interactable]: 67 (1912, 670, 1925, 685)
toc-entry-title[interactable]: SPN 4363, FMI 4, SCR catalyst outlet gas temp. sensor voltage below normal (150, 941, 531, 956)
toc-entry[interactable] (114, 208, 1832, 225)
toc-entry-title[interactable]: SPN 3512, FMI 3, 12V sensor supply 1 voltage above normal (150, 192, 452, 207)
toc-entry-number: 3.96 (114, 144, 136, 159)
toc-entry-page[interactable]: 75 (1897, 941, 1910, 956)
toc-dot-leader: . . . . . . . . . . . . . . . . . . . . . . . . . . . . . . . . . . . . . . . . . . . . . . . . . . . . . . . . . . . . . . . . . . . . . . . . . . . . . . . . . . . . . . . . . . . . . . . . . . . . . . . . . . . . . . . . . . . . . . . . (561, 1005, 1911, 1020)
toc-entry[interactable] (114, 479, 1871, 496)
toc-entry[interactable] (114, 256, 1938, 272)
toc-dot-leader: . . . . . . . . . . . . . . . . . . . . . . . . . . . . . . . . . . . . . . . . . . . . . . . . . . . . . . . . . . . . . . . . . . . . . . . . . . . . . . . . . . . . . . . . . . . . . . . . . . . . . . . . . . . . . . . . . . . . . . . . (555, 320, 1905, 335)
toc-entry[interactable] (114, 304, 1868, 320)
toc-entry-number: 3.145 (114, 925, 142, 940)
toc-dot-leader: . . . . . . . . . . . . . . . . . . . . . . . . . . . . . . . . . . . . . . . . . . . . . . . . . . . . . . . . . . . . . . . . . . . . . . . . . . . . . . . . . . . . . . . . . . . . . . . . . . . . . . . . . . . . . . . . . . . . . . . . (561, 750, 1912, 765)
toc-dot-leader: . . . . . . . . . . . . . . . . . . . . . . . . . . . . . . . . . . . . . . . . . . . . . . . . . . . . . . . . . . . . . . . . . . . . . . . . . . . . . . . . . . . . . . . . . . . . . . . . . . . . . . . . . . . . . . . . . . . . . . . . (500, 128, 1850, 143)
toc-entry[interactable] (114, 112, 1945, 129)
toc-entry-title[interactable]: SPN 4342, FMI 4, DEF backflow line heater control circuit short circuit to GROUND (150, 527, 570, 542)
toc-dot-leader: . . . . . . . . . . . . . . . . . . . . . . . . . . . . . . . . . . . . . . . . . . . . . . . . . . . . . . . . . . . . . . . . . . . . . . . . . . . . . . . . . . . . . . . . . . . . . . . . . . . . . . . . . . . . . . . . . . . . . . . . (611, 798, 1962, 813)
toc-entry[interactable] (114, 288, 1821, 304)
toc-entry[interactable] (114, 511, 1929, 527)
toc-entry-title[interactable]: SPN 4356, FMI 5, DEF supply module heater relay open circuit (150, 814, 463, 829)
toc-entry-title[interactable]: SPN 3510, FMI 31, 5Vdc Supply 2 voltage out of range (150, 160, 423, 175)
toc-entry-page[interactable]: 73 (1891, 893, 1904, 908)
toc-entry-title[interactable]: SPN 4355, FMI 3, DEF backflow line heater relay low side (line relay) open circuit (150, 750, 558, 765)
toc-entry-title[interactable]: SPN 4340, FMI 4, DEF suction line heater control circuit short circuit to GROUND (150, 463, 560, 478)
toc-entry-page[interactable]: 60 (1820, 415, 1833, 430)
toc-entry-title[interactable]: SPN 4342, FMI 5, DEF backflow line heater control circuit open circuit (150, 543, 501, 558)
toc-entry-number: 3.132 (114, 718, 142, 733)
toc-entry-number: 3.149 (114, 989, 142, 1004)
toc-entry[interactable] (114, 830, 1933, 846)
